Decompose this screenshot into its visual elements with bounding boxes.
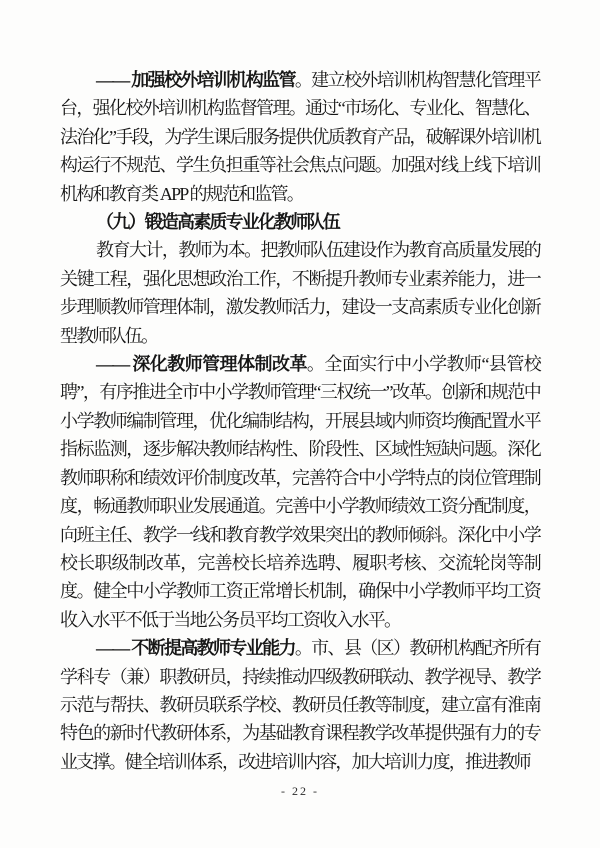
- paragraph-teacher-management-reform: [60, 350, 540, 634]
- page-number: - 22 -: [281, 784, 319, 799]
- page-footer: [60, 782, 540, 800]
- document-body: [60, 66, 540, 800]
- paragraph-text: 。市、县（区）教研机构配齐所有学科专（兼）职教研员，持续推动四级教研联动、教学视导、教学示范与帮扶、教研员联系学校、教研员任教等制度，建立富有淮南特色的新时代教研体系，为基础教育课程教学改革提供强有力的专业支撑。健全培训体系，改进培训内容，加大培训力度，推进教师: [60, 638, 540, 772]
- paragraph-text: 教育大计，教师为本。把教师队伍建设作为教育高质量发展的关键工程，强化思想政治工作，不断提升教师专业素养能力，进一步理顺教师管理体制，激发教师活力，建设一支高素质专业化创新型教师队伍。: [60, 240, 540, 346]
- paragraph-teacher-intro: [60, 236, 540, 350]
- paragraph-teacher-professional-ability: [60, 634, 540, 776]
- paragraph-text: 。建立校外培训机构智慧化管理平台，强化校外培训机构监督管理。通过“市场化、专业化、智慧化、法治化”手段，为学生课后服务提供优质教育产品，破解课外培训机构运行不规范、学生负担重等社会焦点问题。加强对线上线下培训机构和教育类 APP 的规范和监管。: [60, 70, 540, 204]
- section-heading: （九）锻造高素质专业化教师队伍: [96, 212, 339, 233]
- paragraph-training-supervision: [60, 66, 540, 208]
- dash-lead-teacher-management-reform: —— 深化教师管理体制改革: [96, 354, 307, 375]
- dash-lead-teacher-professional-ability: —— 不断提高教师专业能力: [96, 638, 295, 659]
- dash-lead-training-supervision: —— 加强校外培训机构监管: [96, 70, 295, 90]
- paragraph-text: 。全面实行中小学教师“县管校聘”，有序推进全市中小学教师管理“三权统一”改革。创新和规范中小学教师编制管理，优化编制结构，开展县域内师资均衡配置水平指标监测，逐步解决教师结构性、阶段性、区域性短缺问题。深化教师职称和绩效评价制度改革，完善符合中小学特点的岗位管理制度，畅通教师职业发展通道。完善中小学教师绩效工资分配制度，向班主任、教学一线和教育教学效果突出的教师倾斜。深化中小学校长职级制改革，完善校长培养选聘、履职考核、交流轮岗等制度。健全中小学教师工资正常增长机制，确保中小学教师平均工资收入水平不低于当地公务员平均工资收入水平。: [60, 354, 540, 630]
